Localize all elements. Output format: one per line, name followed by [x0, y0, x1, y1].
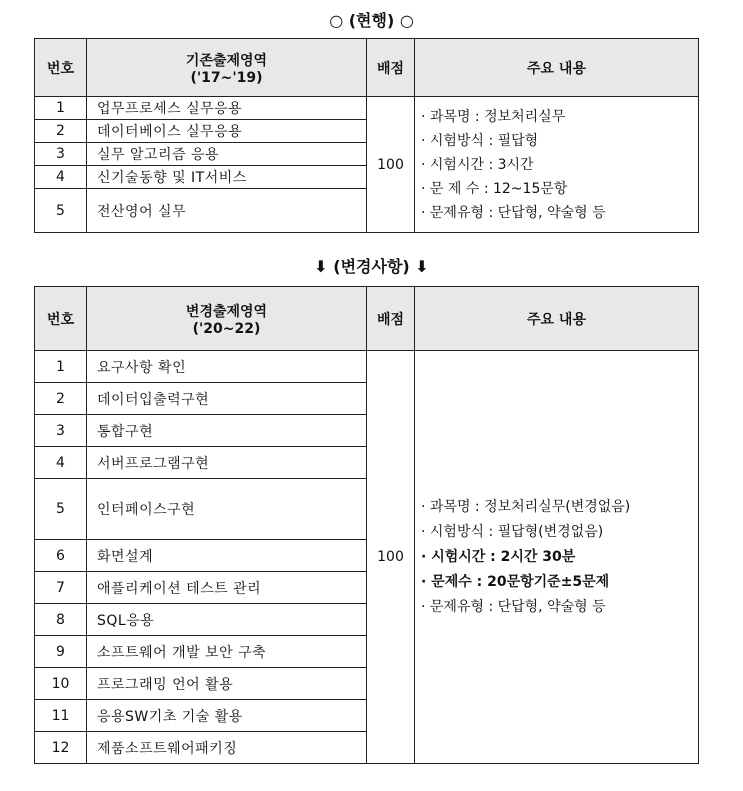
- header-subject: [87, 39, 367, 97]
- section2-title: ⬇ (변경사항) ⬇: [314, 257, 429, 276]
- header-score: 배점: [367, 39, 415, 97]
- row-subject: 애플리케이션 테스트 관리: [87, 572, 367, 604]
- header-subject-label: 변경출제영역: [185, 303, 268, 320]
- header-num: 번호: [35, 287, 87, 351]
- header-score: 배점: [367, 287, 415, 351]
- row-num: 8: [35, 604, 87, 636]
- row-subject: 인터페이스구현: [87, 479, 367, 540]
- content-line: · 문제유형 : 단답형, 약술형 등: [421, 204, 606, 221]
- row-subject: 전산영어 실무: [87, 189, 367, 233]
- row-num: 1: [35, 351, 87, 383]
- content-cell: [415, 351, 699, 764]
- row-subject: 서버프로그램구현: [87, 447, 367, 479]
- row-num: 4: [35, 447, 87, 479]
- content-line: · 문 제 수 : 12~15문항: [421, 180, 568, 197]
- header-num: 번호: [35, 39, 87, 97]
- row-num: 5: [35, 189, 87, 233]
- row-num: 3: [35, 415, 87, 447]
- row-num: 10: [35, 668, 87, 700]
- changed-exam-table: [34, 286, 699, 764]
- row-subject: 업무프로세스 실무응용: [87, 97, 367, 120]
- header-content: 주요 내용: [415, 39, 699, 97]
- row-num: 3: [35, 143, 87, 166]
- section1-title: ○ (현행) ○: [329, 11, 414, 30]
- header-subject-years: ('20~22): [192, 320, 261, 337]
- content-line: · 시험시간 : 2시간 30분: [421, 548, 576, 565]
- content-line: · 문제수 : 20문항기준±5문제: [421, 573, 610, 590]
- row-subject: 화면설계: [87, 540, 367, 572]
- row-num: 5: [35, 479, 87, 540]
- row-subject: SQL응용: [87, 604, 367, 636]
- row-subject: 제품소프트웨어패키징: [87, 732, 367, 764]
- header-subject-label: 기존출제영역: [185, 52, 268, 69]
- content-line: · 시험시간 : 3시간: [421, 156, 534, 173]
- header-subject: [87, 287, 367, 351]
- content-line: · 시험방식 : 필답형(변경없음): [421, 523, 604, 540]
- row-subject: 통합구현: [87, 415, 367, 447]
- row-num: 9: [35, 636, 87, 668]
- row-num: 6: [35, 540, 87, 572]
- score-cell: 100: [367, 351, 415, 764]
- row-num: 2: [35, 120, 87, 143]
- row-num: 1: [35, 97, 87, 120]
- content-cell: [415, 97, 699, 233]
- row-subject: 데이터입출력구현: [87, 383, 367, 415]
- row-num: 11: [35, 700, 87, 732]
- row-subject: 데이터베이스 실무응용: [87, 120, 367, 143]
- current-exam-table: [34, 38, 699, 233]
- content-line: · 시험방식 : 필답형: [421, 132, 539, 149]
- content-line: · 문제유형 : 단답형, 약술형 등: [421, 598, 606, 615]
- header-subject-years: ('17~'19): [190, 69, 263, 86]
- row-subject: 실무 알고리즘 응용: [87, 143, 367, 166]
- header-content: 주요 내용: [415, 287, 699, 351]
- row-num: 4: [35, 166, 87, 189]
- row-subject: 신기술동향 및 IT서비스: [87, 166, 367, 189]
- content-line: · 과목명 : 정보처리실무: [421, 108, 566, 125]
- row-num: 7: [35, 572, 87, 604]
- content-line: · 과목명 : 정보처리실무(변경없음): [421, 498, 631, 515]
- row-subject: 요구사항 확인: [87, 351, 367, 383]
- row-num: 12: [35, 732, 87, 764]
- score-cell: 100: [367, 97, 415, 233]
- row-subject: 소프트웨어 개발 보안 구축: [87, 636, 367, 668]
- row-subject: 프로그래밍 언어 활용: [87, 668, 367, 700]
- row-num: 2: [35, 383, 87, 415]
- row-subject: 응용SW기초 기술 활용: [87, 700, 367, 732]
